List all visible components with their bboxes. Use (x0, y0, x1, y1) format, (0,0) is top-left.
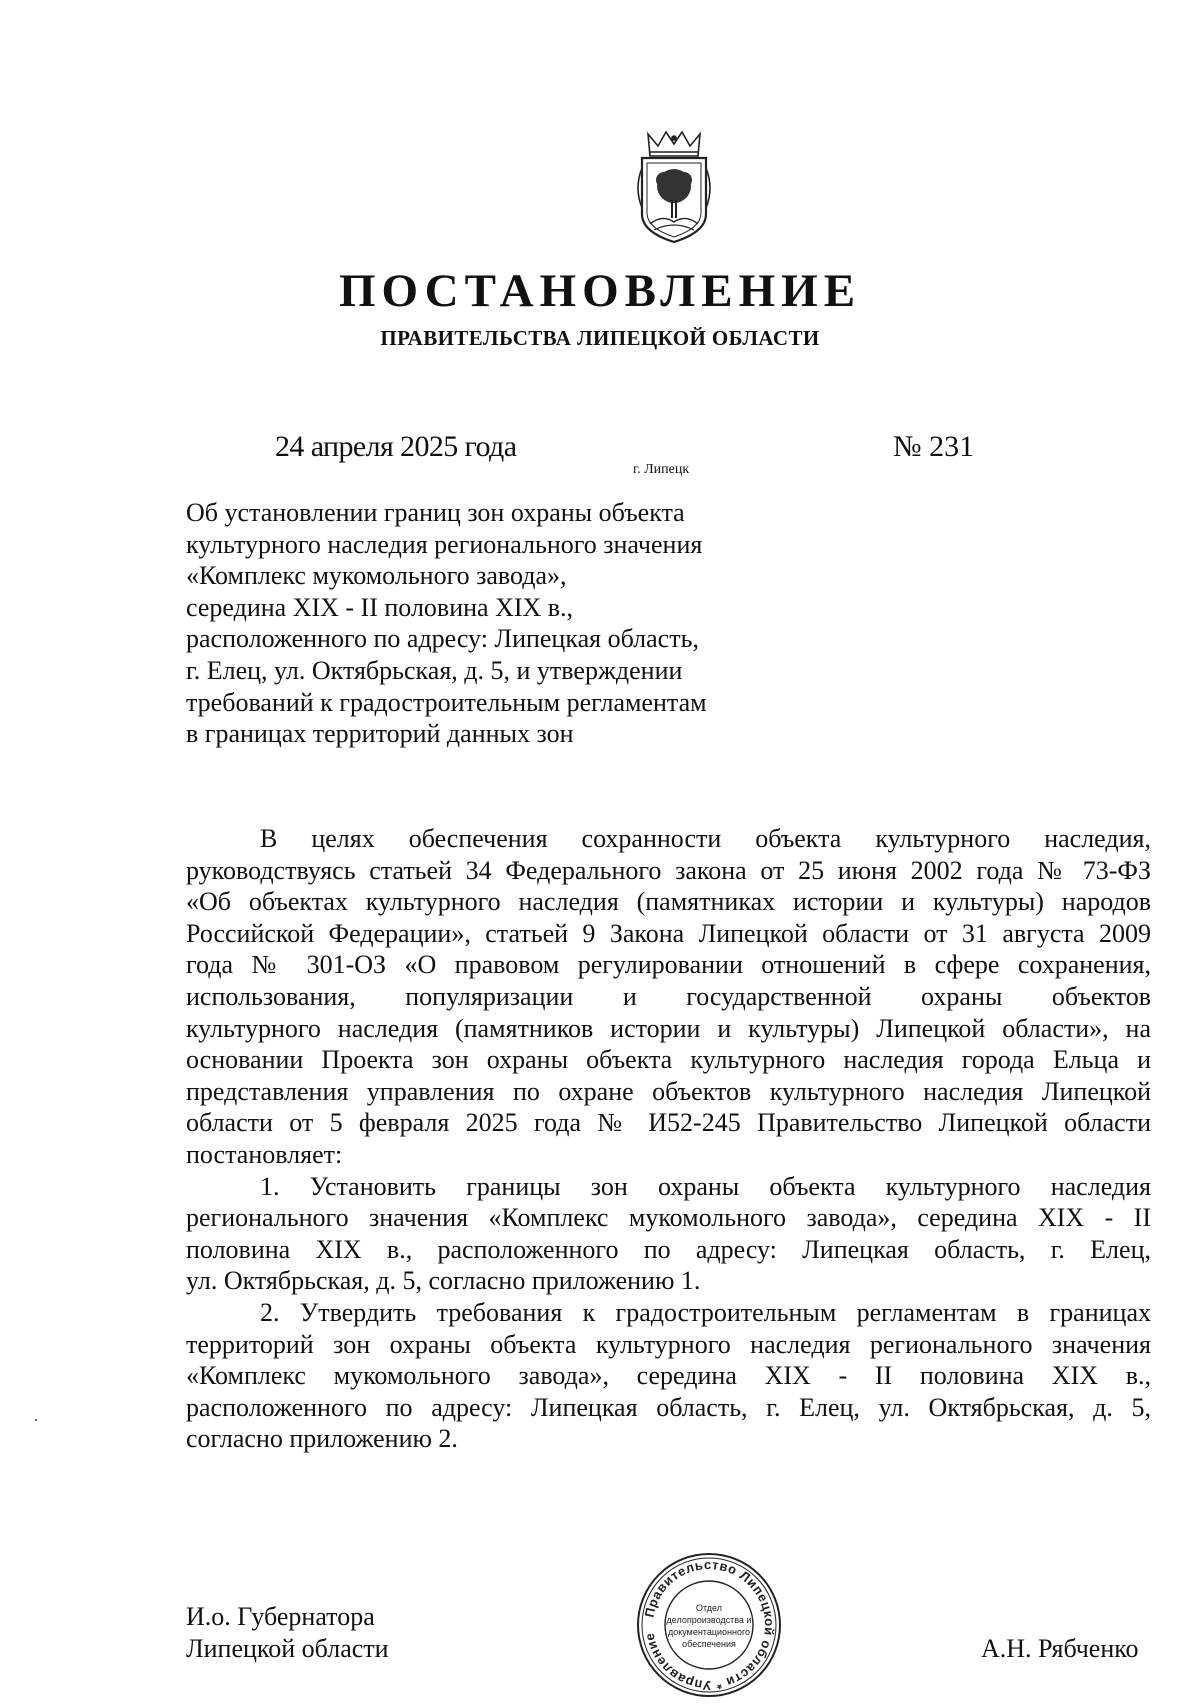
body-line: «Об объектах культурного наследия (памятниках истории и культуры) народов (186, 887, 1151, 917)
body-line: Российской Федерации», статьей 9 Закона Липецкой области от 31 августа 2009 (186, 918, 1151, 948)
body-line: 1. Установить границы зон охраны объекта культурного наследия (260, 1171, 1151, 1201)
heading-line: требований к градостроительным регламентам (186, 687, 707, 717)
document-number: № 231 (893, 430, 975, 463)
body-line: 2. Утвердить требования к градостроительным регламентам в границах (260, 1297, 1151, 1327)
body-line: культурного наследия (памятников истории и культуры) Липецкой области», на (186, 1013, 1151, 1043)
body-line: расположенного по адресу: Липецкая область, г. Елец, ул. Октябрьская, д. 5, (186, 1392, 1151, 1422)
stamp-inner-text: документационного (667, 1627, 751, 1637)
document-date: 24 апреля 2025 года (275, 430, 517, 463)
body-line: постановляет: (186, 1139, 343, 1169)
coat-of-arms-icon (628, 128, 720, 248)
heading-line: середина XIX - II половина XIX в., (186, 592, 574, 622)
stamp-inner-text: Отдел (695, 1603, 723, 1613)
body-line: использования, популяризации и государственной охраны объектов (186, 981, 1151, 1011)
body-line: согласно приложению 2. (186, 1424, 458, 1454)
body-line: руководствуясь статьей 34 Федерального закона от 25 июня 2002 года № 73-ФЗ (186, 855, 1151, 885)
document-body (186, 823, 1151, 1455)
body-line: регионального значения «Комплекс мукомольного завода», середина XIX - II (186, 1203, 1151, 1233)
document-subtitle: ПРАВИТЕЛЬСТВА ЛИПЕЦКОЙ ОБЛАСТИ (380, 326, 820, 350)
heading-line: культурного наследия регионального значения (186, 529, 703, 559)
stamp-outer-text: Правительство Липецкой области * Управление (641, 1556, 778, 1694)
body-line: представления управления по охране объектов культурного наследия Липецкой (186, 1076, 1151, 1106)
signatory-name: А.Н. Рябченко (981, 1634, 1139, 1663)
body-line: основании Проекта зон охраны объекта культурного наследия города Ельца и (186, 1045, 1151, 1075)
stamp-inner-text: обеспечения (682, 1639, 736, 1649)
body-line: года № 301-ОЗ «О правовом регулировании отношений в сфере сохранения, (186, 950, 1151, 980)
body-line: половина XIX в., расположенного по адресу: Липецкая область, г. Елец, (186, 1234, 1151, 1264)
body-line: «Комплекс мукомольного завода», середина XIX - II половина XIX в., (186, 1361, 1151, 1391)
scan-speck (35, 1419, 37, 1421)
stamp-inner-text: делопроизводства и (666, 1615, 752, 1625)
signatory-position-line: Липецкой области (186, 1634, 389, 1663)
heading-line: «Комплекс мукомольного завода», (186, 561, 567, 591)
body-line: В целях обеспечения сохранности объекта культурного наследия, (260, 824, 1151, 853)
signatory-position (186, 1601, 389, 1665)
heading-line: г. Елец, ул. Октябрьская, д. 5, и утверждении (186, 655, 683, 685)
heading-line: расположенного по адресу: Липецкая область, (186, 624, 699, 654)
heading-line: в границах территорий данных зон (186, 719, 574, 749)
document-title: ПОСТАНОВЛЕНИЕ (338, 265, 862, 317)
body-line: области от 5 февраля 2025 года № И52-245 Правительство Липецкой области (186, 1108, 1151, 1138)
office-stamp (635, 1551, 783, 1699)
document-city: г. Липецк (633, 462, 690, 477)
body-line: ул. Октябрьская, д. 5, согласно приложению 1. (186, 1266, 701, 1296)
document-heading (186, 497, 786, 750)
heading-line: Об установлении границ зон охраны объекта (186, 498, 685, 527)
signatory-position-line: И.о. Губернатора (186, 1602, 375, 1631)
body-line: территорий зон охраны объекта культурного наследия регионального значения (186, 1329, 1151, 1359)
